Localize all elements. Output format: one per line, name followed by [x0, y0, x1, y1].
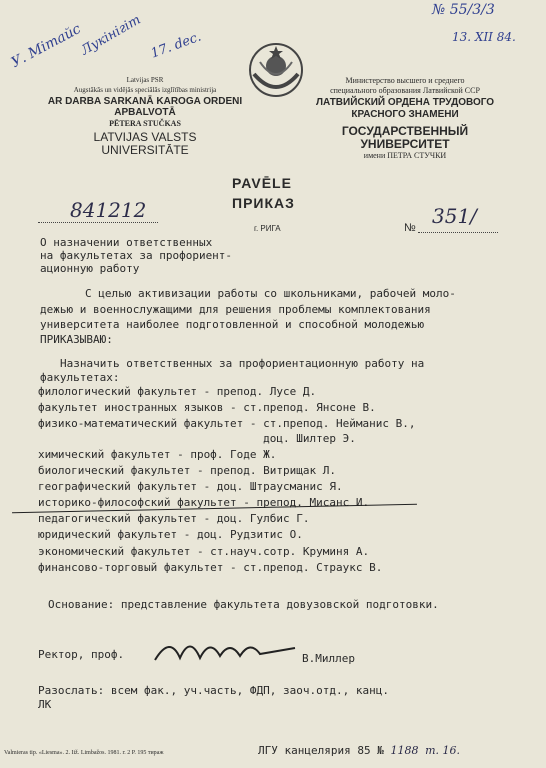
order-intro-2: факультетах: [40, 371, 120, 384]
preamble-line-3: университета наиболее подготовленной и способной молодежью [40, 318, 425, 331]
header-ru-banner: КРАСНОГО ЗНАМЕНИ [351, 109, 459, 120]
header-lv-university-2: UNIVERSITĀTE [101, 143, 189, 157]
distribution-line-1: Разослать: всем фак., уч.часть, ФДП, заоч.отд., канц. [38, 684, 389, 697]
faculty-line: финансово-торговый факультет - ст.препод. Страукс В. [38, 561, 383, 574]
rector-title: Ректор, проф. [38, 648, 125, 661]
registry-stamp [258, 744, 460, 758]
preamble-line-1: С целью активизации работы со школьниками, рабочей моло- [85, 287, 456, 300]
printer-imprint: Valmieras tip. «Liesma». 2. Iiž. Limbažos. 1981. г. 2 Р. 195 тираж [4, 750, 164, 756]
preamble-line-2: дежью и военнослужащими для решения проблемы комплектования [40, 303, 431, 316]
faculty-line: доц. Шилтер Э. [38, 432, 356, 445]
handwritten-note-3: 17. dec. [149, 29, 204, 62]
faculty-line: географический факультет - доц. Штраусманис Я. [38, 480, 343, 493]
number-label: № [404, 222, 416, 234]
subject-line-1: О назначении ответственных [40, 236, 213, 249]
faculty-line: экономический факультет - ст.науч.сотр. Круминя А. [38, 545, 370, 558]
number-underline [418, 232, 498, 233]
title-ru: ПРИКАЗ [232, 195, 295, 211]
title-lv: PAVĒLE [232, 175, 292, 191]
faculty-line: факультет иностранных языков - ст.препод. Янсоне В. [38, 401, 376, 414]
registration-date: 13. XII 84. [452, 30, 516, 44]
header-lv-name: PĒTERA STUČKAS [109, 119, 181, 128]
header-lv-order: AR DARBA SARKANĀ KAROGA ORDENI [47, 96, 243, 107]
faculty-line: филологический факультет - препод. Лусе Д. [38, 385, 317, 398]
faculty-line: юридический факультет - доц. Рудзитис О. [38, 528, 303, 541]
signature-mark [150, 630, 300, 670]
header-lv-ministry: Augstākās un vidējās speciālās izglītības ministrija [73, 86, 217, 94]
basis-text: Основание: представление факультета довузовской подготовки. [48, 598, 439, 611]
stamp-text: ЛГУ канцелярия 85 № [258, 744, 384, 757]
faculty-line: биологический факультет - препод. Витрищак Л. [38, 464, 337, 477]
header-ru-university-2: УНИВЕРСИТЕТ [360, 137, 450, 151]
header-ru-ministry: Министерство высшего и среднего [345, 76, 465, 85]
handwritten-note-1: У. Мітайс [8, 21, 84, 71]
faculty-line: химический факультет - проф. Годе Ж. [38, 448, 277, 461]
header-lv-awarded: APBALVOTĀ [114, 107, 176, 118]
header-ru-university-1: ГОСУДАРСТВЕННЫЙ [341, 124, 469, 138]
faculty-line: педагогический факультет - доц. Гулбис Г. [38, 512, 310, 525]
handwritten-note-2: Лукінігіт [78, 12, 144, 59]
order-date: 841212 [70, 198, 147, 222]
header-ru-named-after: имени ПЕТРА СТУЧКИ [363, 151, 447, 160]
header-ru-ministry-2: специального образования Латвийской ССР [330, 86, 480, 95]
stamp-date: т. 16. [425, 744, 461, 757]
rector-name: В.Миллер [302, 652, 355, 665]
preamble-order-word: ПРИКАЗЫВАЮ: [40, 333, 113, 346]
distribution-line-2: ЛК [38, 698, 52, 711]
order-intro-1: Назначить ответственных за профориентационную работу на [60, 357, 425, 370]
header-lv-republic: Latvijas PSR [126, 76, 164, 84]
header-lv-university-1: LATVIJAS VALSTS [93, 130, 197, 144]
subject-line-2: на факультетах за профориент- [40, 249, 233, 262]
subject-line-3: ационную работу [40, 262, 140, 275]
stamp-number: 1188 [390, 744, 419, 757]
faculty-line: физико-математический факультет - ст.препод. Нейманис В., [38, 417, 416, 430]
registration-number: № 55/3/3 [432, 2, 495, 18]
city: г. РИГА [254, 224, 281, 233]
header-ru-order: ЛАТВИЙСКИЙ ОРДЕНА ТРУДОВОГО [315, 97, 495, 108]
faculty-line: историко-философский факультет - препод. Мисанс И. [38, 496, 370, 509]
order-date-underline [38, 222, 158, 223]
order-number: 351/ [432, 204, 477, 228]
